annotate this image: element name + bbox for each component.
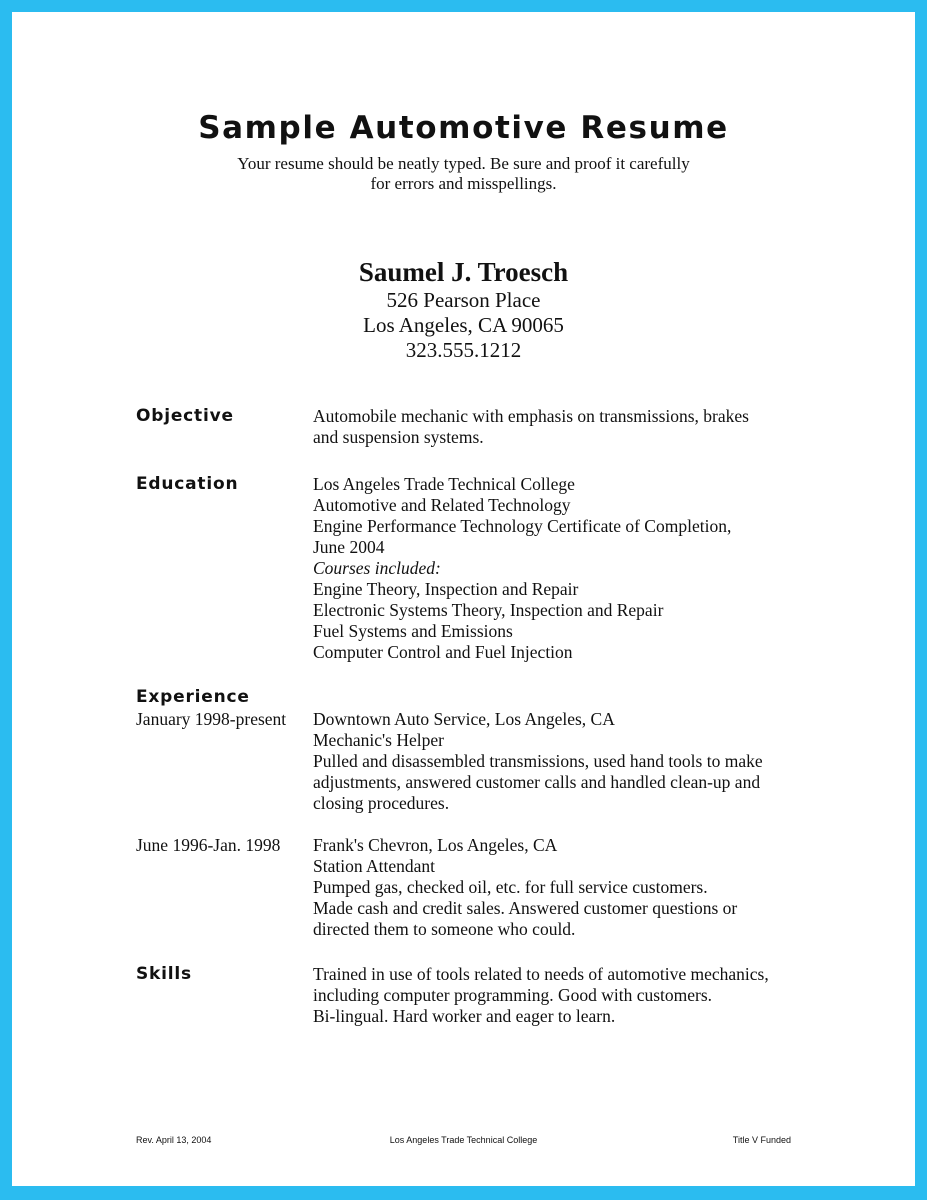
- candidate-name: Saumel J. Troesch: [358, 257, 569, 287]
- subtitle-line: for errors and misspellings.: [370, 174, 557, 193]
- skills-line: Trained in use of tools related to needs of automotive mechanics,: [313, 964, 769, 984]
- footer-funding: Title V Funded: [732, 1135, 791, 1145]
- education-line: Engine Performance Technology Certificate of Completion,: [313, 516, 732, 536]
- skills-line: including computer programming. Good with customers.: [313, 985, 713, 1005]
- education-heading: Education: [136, 474, 239, 494]
- document-title: Sample Automotive Resume: [198, 110, 729, 146]
- job-dates: January 1998-present: [136, 709, 287, 729]
- footer-institution: Los Angeles Trade Technical College: [389, 1135, 538, 1145]
- job-dates: June 1996-Jan. 1998: [136, 835, 281, 855]
- course-item: Electronic Systems Theory, Inspection and Repair: [313, 600, 664, 620]
- courses-label: Courses included:: [313, 558, 441, 578]
- job-line: Pulled and disassembled transmissions, used hand tools to make: [313, 751, 763, 771]
- job-line: directed them to someone who could.: [313, 919, 576, 939]
- street-address: 526 Pearson Place: [386, 288, 541, 312]
- job-line: Downtown Auto Service, Los Angeles, CA: [313, 709, 615, 729]
- job-entry: [313, 835, 737, 940]
- job-line: Frank's Chevron, Los Angeles, CA: [313, 835, 558, 855]
- education-line: Automotive and Related Technology: [313, 495, 571, 515]
- phone-number: 323.555.1212: [405, 338, 522, 362]
- objective-text: [313, 406, 749, 448]
- job-entry: [313, 709, 763, 814]
- city-state-zip: Los Angeles, CA 90065: [363, 313, 564, 337]
- job-line: Pumped gas, checked oil, etc. for full service customers.: [313, 877, 708, 897]
- skills-line: Bi-lingual. Hard worker and eager to learn.: [313, 1006, 616, 1026]
- education-line: June 2004: [313, 537, 385, 557]
- education-line: Los Angeles Trade Technical College: [313, 474, 575, 494]
- objective-line: Automobile mechanic with emphasis on transmissions, brakes: [313, 406, 749, 426]
- objective-line: and suspension systems.: [313, 427, 484, 447]
- skills-heading: Skills: [136, 964, 192, 984]
- course-item: Fuel Systems and Emissions: [313, 621, 513, 641]
- course-item: Computer Control and Fuel Injection: [313, 642, 573, 662]
- objective-heading: Objective: [136, 406, 234, 426]
- job-line: Made cash and credit sales. Answered customer questions or: [313, 898, 738, 918]
- course-item: Engine Theory, Inspection and Repair: [313, 579, 579, 599]
- job-line: Station Attendant: [313, 856, 436, 876]
- job-line: closing procedures.: [313, 793, 450, 813]
- footer-revision: Rev. April 13, 2004: [136, 1135, 212, 1145]
- document-subtitle: [0, 154, 927, 194]
- subtitle-line: Your resume should be neatly typed. Be sure and proof it carefully: [237, 154, 690, 173]
- experience-heading: Experience: [136, 687, 250, 707]
- skills-text: [313, 964, 769, 1027]
- job-line: Mechanic's Helper: [313, 730, 444, 750]
- job-line: adjustments, answered customer calls and handled clean-up and: [313, 772, 761, 792]
- education-text: [313, 474, 731, 663]
